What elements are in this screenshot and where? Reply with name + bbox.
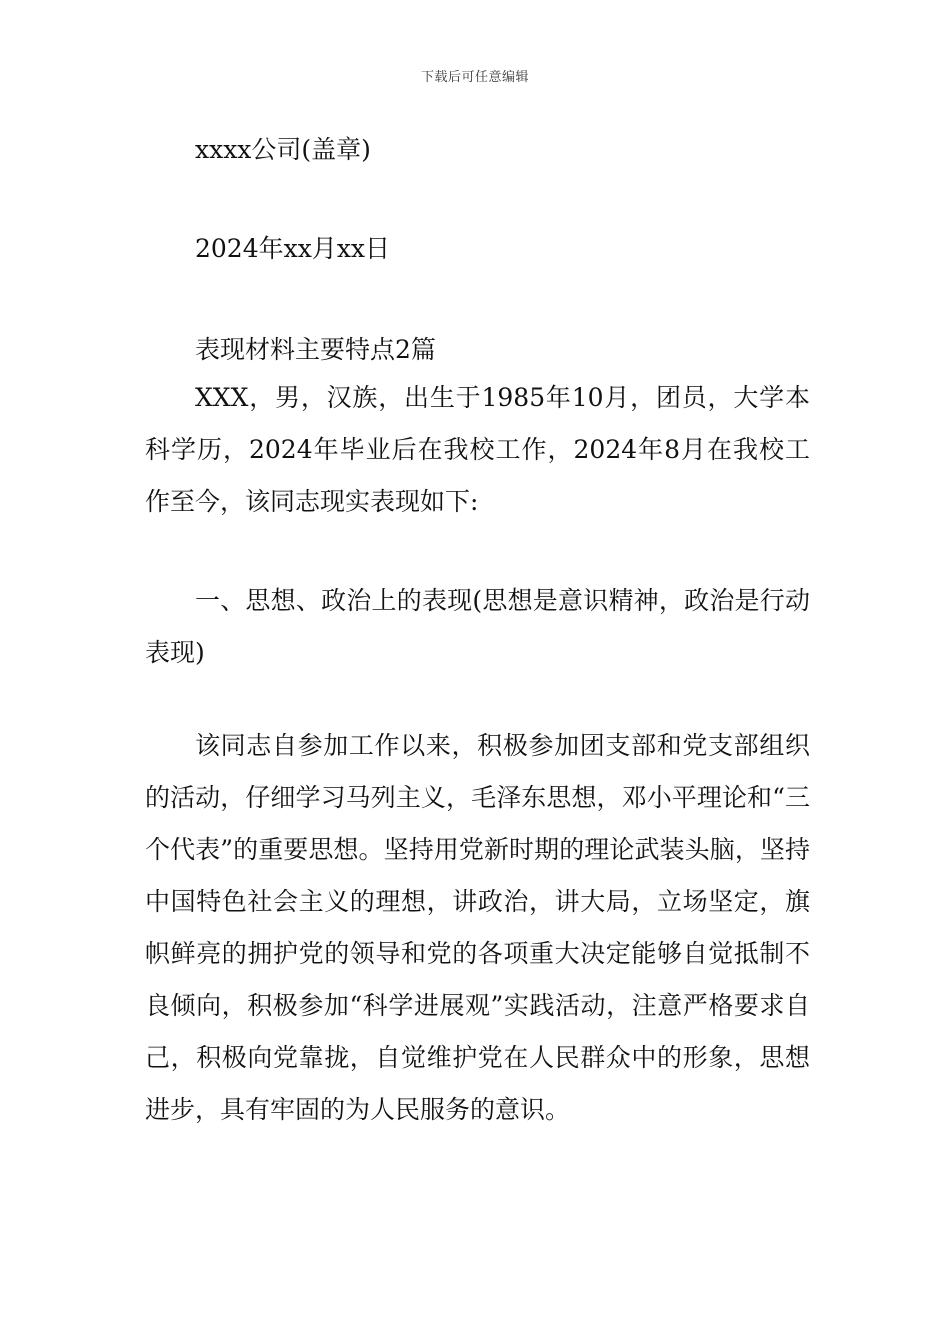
company-seal-line: xxxx公司(盖章) — [195, 135, 371, 164]
header-note: 下载后可任意编辑 — [420, 70, 529, 85]
intro-paragraph: XXX，男，汉族，出生于1985年10月，团员，大学本科学历，2024年毕业后在我校工作，2024年8月在我校工作至今，该同志现实表现如下: — [145, 383, 810, 516]
section1-body: 该同志自参加工作以来，积极参加团支部和党支部组织的活动，仔细学习马列主义，毛泽东思想，邓小平理论和“三个代表”的重要思想。坚持用党新时期的理论武装头脑，坚持中国特色社会主义的理想，讲政治，讲大局，立场坚定，旗帜鲜亮的拥护党的领导和党的各项重大决定能够自觉抵制不良倾向，积极参加“科学进展观”实践活动，注意严格要求自己，积极向党靠拢，自觉维护党在人民群众中的形象，思想进步，具有牢固的为人民服务的意识。 — [145, 731, 810, 1124]
document-title: 表现材料主要特点2篇 — [195, 335, 436, 364]
date-line: 2024年xx月xx日 — [195, 234, 391, 263]
section1-heading: 一、思想、政治上的表现(思想是意识精神，政治是行动表现) — [145, 586, 810, 667]
